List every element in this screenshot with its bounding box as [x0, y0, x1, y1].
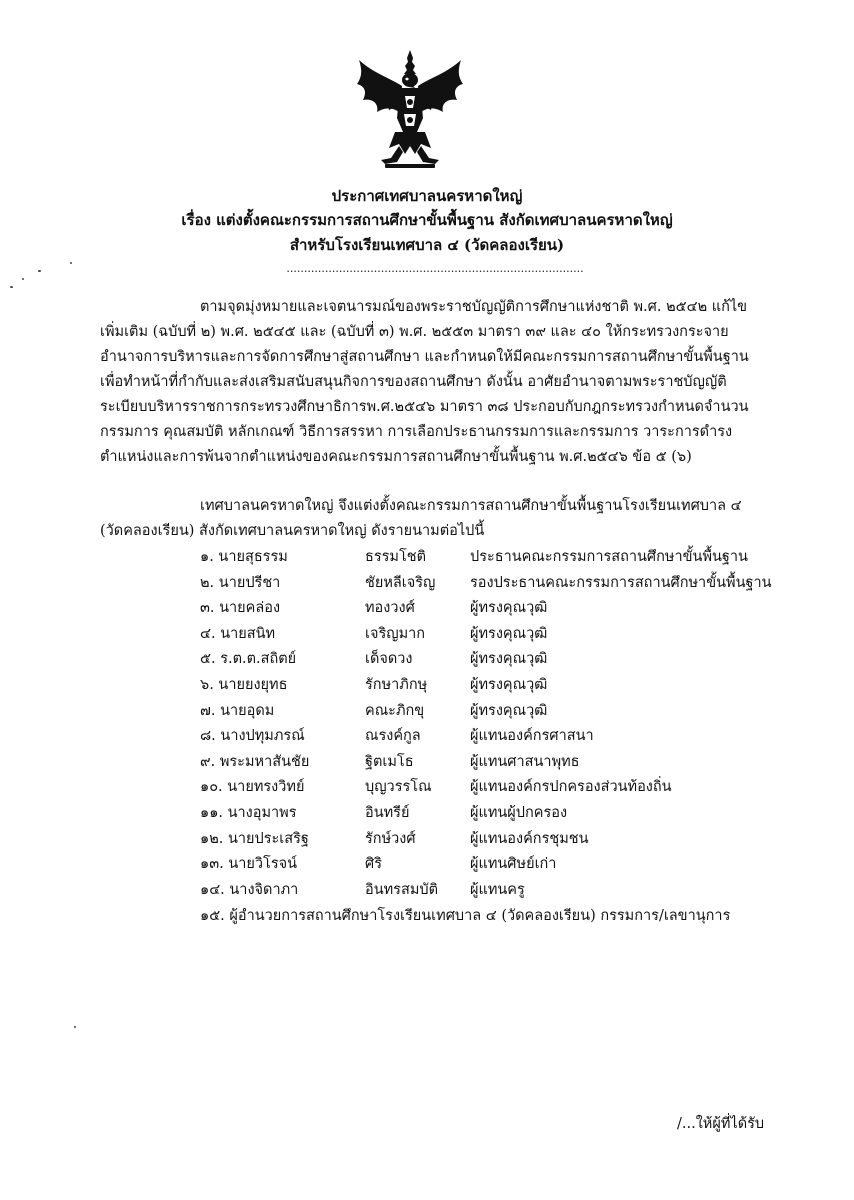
member-role: รองประธานคณะกรรมการสถานศึกษาขั้นพื้นฐาน — [470, 574, 772, 591]
list-item — [200, 571, 772, 597]
scan-speck — [10, 286, 13, 288]
member-name: ๘. นางปทุมภรณ์ — [200, 728, 305, 745]
member-role: ผู้ทรงคุณวุฒิ — [470, 651, 548, 668]
member-surname: เจริญมาก — [365, 625, 426, 642]
member-name: ๑๒. นายประเสริฐ — [200, 830, 309, 847]
member-surname: คณะภิกขุ — [365, 702, 425, 719]
member-name: ๑. นายสุธรรม — [200, 549, 288, 565]
member-role: ผู้แทนองค์กรปกครองส่วนท้องถิ่น — [470, 779, 672, 796]
member-surname: อินทรีย์ — [365, 804, 410, 821]
paragraph1-line1: ตามจุดมุ่งหมายและเจตนารมณ์ของพระราชบัญญัติการศึกษาแห่งชาติ พ.ศ. ๒๕๔๒ แก้ไข — [200, 299, 748, 315]
scan-speck — [38, 270, 41, 272]
member-role: ผู้แทนผู้ปกครอง — [470, 804, 568, 821]
list-item — [200, 878, 760, 904]
list-item — [200, 699, 760, 725]
member-surname: รักษ์วงศ์ — [365, 830, 416, 847]
member-surname: ศิริ — [365, 856, 382, 873]
member-name: ๓. นายคล่อง — [200, 600, 281, 617]
member-name: ๑๔. นางจิดาภา — [200, 881, 299, 898]
member-surname: ทองวงศ์ — [365, 600, 415, 617]
member-name: ๑๓. นายวิโรจน์ — [200, 856, 298, 873]
member-surname: ณรงค์กูล — [365, 728, 421, 745]
list-item — [200, 827, 760, 853]
scan-speck — [70, 262, 72, 264]
garuda-emblem — [355, 48, 465, 170]
member-surname: อินทรสมบัติ — [365, 881, 438, 898]
member-surname: บุญวรรโณ — [365, 779, 432, 796]
paragraph2-line2: (วัดคลองเรียน) สังกัดเทศบาลนครหาดใหญ่ ดังรายนามต่อไปนี้ — [100, 523, 485, 539]
member-surname: ธรรมโชติ — [365, 549, 427, 565]
member-role: ผู้แทนศิษย์เก่า — [470, 856, 557, 873]
member-surname: เด็จดวง — [365, 651, 413, 668]
member-role: ผู้ทรงคุณวุฒิ — [470, 676, 548, 693]
list-item — [200, 801, 760, 827]
list-item — [200, 647, 760, 673]
member-role: ผู้ทรงคุณวุฒิ — [470, 625, 548, 642]
list-item — [200, 673, 760, 699]
scan-speck — [22, 278, 24, 280]
member-role: ผู้ทรงคุณวุฒิ — [470, 600, 548, 617]
member-name: ๑๑. นางอุมาพร — [200, 804, 297, 821]
list-item — [200, 775, 760, 801]
paragraph2-line1: เทศบาลนครหาดใหญ่ จึงแต่งตั้งคณะกรรมการสถานศึกษาขั้นพื้นฐานโรงเรียนเทศบาล ๔ — [200, 498, 742, 514]
member-name: ๖. นายยงยุทธ — [200, 676, 288, 693]
list-item — [200, 545, 760, 571]
member-role: ผู้แทนองค์กรศาสนา — [470, 728, 594, 745]
list-item — [200, 724, 760, 750]
member-name: ๒. นายปรีชา — [200, 574, 281, 591]
paragraph1-line4: เพื่อทำหน้าที่กำกับและส่งเสริมสนับสนุนกิจการของสถานศึกษา ดังนั้น อาศัยอำนาจตามพระราชบัญญัติ — [100, 374, 727, 390]
list-item — [200, 750, 760, 776]
member-surname: รักษาภิกษุ — [365, 676, 428, 693]
list-item — [200, 852, 760, 878]
announcement-school: สำหรับโรงเรียนเทศบาล ๔ (วัดคลองเรียน) — [289, 236, 565, 254]
member-list — [200, 545, 772, 903]
paragraph1-line7: ตำแหน่งและการพ้นจากตำแหน่งของคณะกรรมการสถานศึกษาขั้นพื้นฐาน พ.ศ.๒๕๔๖ ข้อ ๕ (๖) — [100, 449, 692, 465]
member-name: ๕. ร.ต.ต.สถิตย์ — [200, 651, 297, 668]
member-surname: ฐิตเมโธ — [365, 753, 414, 770]
member-role: ผู้ทรงคุณวุฒิ — [470, 702, 548, 719]
member-name: ๙. พระมหาสันชัย — [200, 753, 310, 770]
scan-speck — [74, 1026, 76, 1028]
paragraph1-line2: เพิ่มเติม (ฉบับที่ ๒) พ.ศ. ๒๕๔๕ และ (ฉบับที่ ๓) พ.ศ. ๒๕๕๓ มาตรา ๓๙ และ ๔๐ ให้กระทรวงกระจาย — [100, 324, 729, 340]
list-item — [200, 596, 760, 622]
member-secretary: ๑๕. ผู้อำนวยการสถานศึกษาโรงเรียนเทศบาล ๔ (วัดคลองเรียน) กรรมการ/เลขานุการ — [200, 908, 731, 924]
announcement-subject: เรื่อง แต่งตั้งคณะกรรมการสถานศึกษาขั้นพื้นฐาน สังกัดเทศบาลนครหาดใหญ่ — [181, 211, 673, 229]
member-role: ผู้แทนศาสนาพุทธ — [470, 753, 580, 770]
continuation-note: /...ให้ผู้ที่ได้รับ — [677, 1116, 765, 1132]
member-name: ๑๐. นายทรงวิทย์ — [200, 779, 305, 796]
paragraph1-line3: อำนาจการบริหารและการจัดการศึกษาสู่สถานศึกษา และกำหนดให้มีคณะกรรมการสถานศึกษาขั้นพื้นฐาน — [100, 349, 749, 365]
member-name: ๔. นายสนิท — [200, 625, 276, 642]
paragraph1-line5: ระเบียบบริหารราชการกระทรวงศึกษาธิการพ.ศ.๒๕๔๖ มาตรา ๓๘ ประกอบกับกฎกระทรวงกำหนดจำนวน — [100, 399, 749, 415]
list-item — [200, 622, 760, 648]
member-role: ผู้แทนองค์กรชุมชน — [470, 830, 589, 847]
member-surname: ชัยหลีเจริญ — [365, 574, 436, 591]
member-role: ผู้แทนครู — [470, 881, 525, 898]
dotted-divider: ..................................................................................... — [286, 262, 584, 275]
announcement-title: ประกาศเทศบาลนครหาดใหญ่ — [331, 187, 523, 205]
member-role: ประธานคณะกรรมการสถานศึกษาขั้นพื้นฐาน — [470, 549, 748, 565]
member-name: ๗. นายอุดม — [200, 702, 275, 719]
paragraph1-line6: กรรมการ คุณสมบัติ หลักเกณฑ์ วิธีการสรรหา การเลือกประธานกรรมการและกรรมการ วาระการดำรง — [100, 424, 733, 440]
